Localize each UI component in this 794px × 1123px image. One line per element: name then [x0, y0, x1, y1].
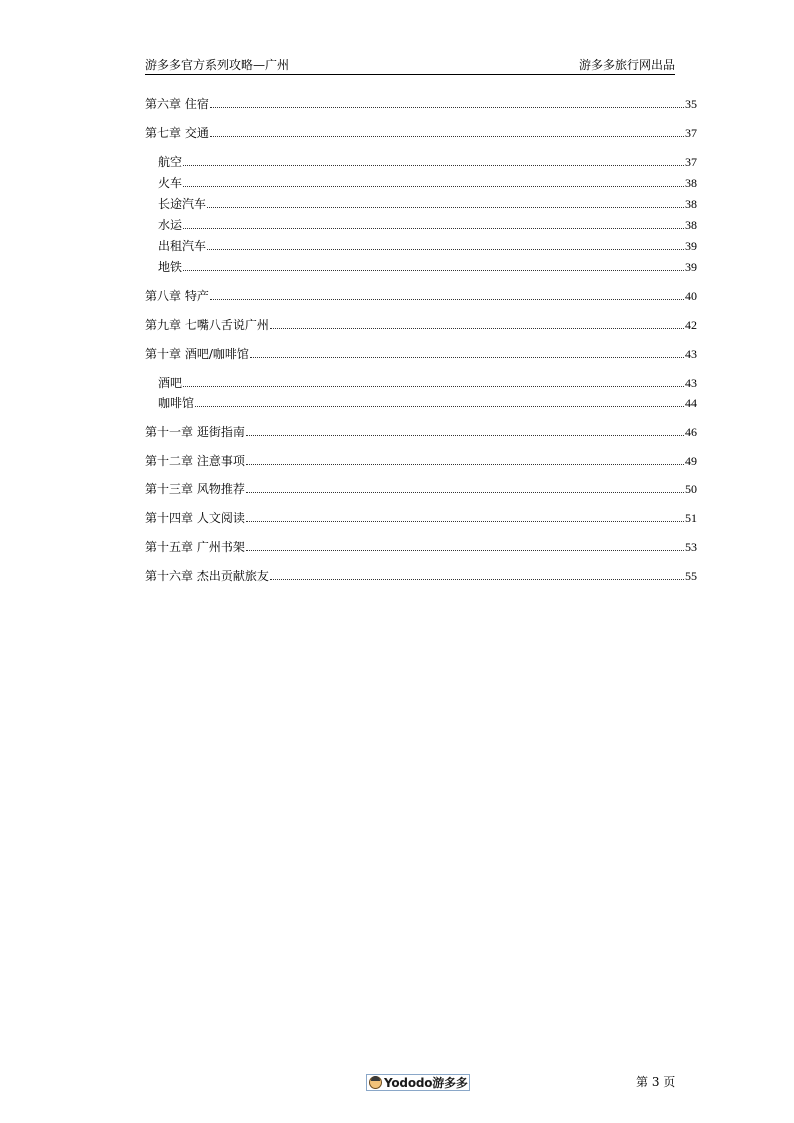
toc-subsection-entry[interactable]: [145, 259, 697, 275]
toc-entry-title: 水运: [158, 218, 183, 232]
yododo-logo: [366, 1074, 470, 1091]
toc-entry-page: 38: [685, 197, 697, 211]
toc-subsection-entry[interactable]: [145, 238, 697, 254]
toc-entry-title: 第八章 特产: [145, 289, 209, 303]
toc-chapter-entry[interactable]: [145, 481, 697, 497]
toc-leader-dots: [207, 196, 684, 208]
toc-leader-dots: [270, 317, 684, 329]
toc-leader-dots: [246, 539, 684, 551]
toc-chapter-entry[interactable]: [145, 96, 697, 112]
toc-subsection-entry[interactable]: [145, 375, 697, 391]
toc-leader-dots: [246, 510, 684, 522]
toc-entry-title: 第十四章 人文阅读: [145, 511, 245, 525]
toc-entry-title: 第十五章 广州书架: [145, 540, 245, 554]
toc-entry-page: 39: [685, 260, 697, 274]
toc-entry-title: 咖啡馆: [158, 396, 195, 410]
toc-leader-dots: [210, 288, 684, 300]
toc-chapter-entry[interactable]: [145, 317, 697, 333]
toc-entry-page: 55: [685, 569, 697, 583]
toc-subsection-entry[interactable]: [145, 196, 697, 212]
page-number: 第 3 页: [636, 1075, 676, 1089]
toc-leader-dots: [195, 395, 684, 407]
toc-entry-page: 42: [685, 318, 697, 332]
toc-entry-page: 35: [685, 97, 697, 111]
toc-chapter-entry[interactable]: [145, 510, 697, 526]
toc-entry-page: 46: [685, 425, 697, 439]
toc-chapter-entry[interactable]: [145, 424, 697, 440]
toc-leader-dots: [183, 217, 684, 229]
toc-leader-dots: [183, 375, 684, 387]
toc-entry-page: 49: [685, 454, 697, 468]
toc-leader-dots: [183, 154, 684, 166]
toc-entry-page: 43: [685, 376, 697, 390]
toc-entry-page: 44: [685, 396, 697, 410]
yododo-mascot-icon: [369, 1076, 382, 1089]
toc-leader-dots: [246, 453, 684, 465]
header-publisher: 游多多旅行网出品: [578, 58, 675, 72]
toc-entry-page: 50: [685, 482, 697, 496]
toc-leader-dots: [270, 568, 684, 580]
page-header: [145, 56, 675, 75]
toc-entry-page: 39: [685, 239, 697, 253]
toc-entry-title: 出租汽车: [158, 239, 207, 253]
toc-entry-title: 第十三章 风物推荐: [145, 482, 245, 496]
toc-subsection-entry[interactable]: [145, 154, 697, 170]
toc-subsection-entry[interactable]: [145, 217, 697, 233]
toc-leader-dots: [183, 259, 684, 271]
toc-leader-dots: [250, 346, 684, 358]
toc-entry-title: 第七章 交通: [145, 126, 209, 140]
logo-text: Yododo游多多: [384, 1076, 468, 1090]
toc-leader-dots: [210, 96, 684, 108]
toc-entry-title: 第十二章 注意事项: [145, 454, 245, 468]
toc-entry-title: 酒吧: [158, 376, 183, 390]
toc-subsection-entry[interactable]: [145, 395, 697, 411]
toc-chapter-entry[interactable]: [145, 568, 697, 584]
toc-leader-dots: [207, 238, 684, 250]
toc-entry-title: 第十章 酒吧/咖啡馆: [145, 347, 249, 361]
toc-entry-page: 37: [685, 126, 697, 140]
toc-entry-title: 第九章 七嘴八舌说广州: [145, 318, 269, 332]
toc-chapter-entry[interactable]: [145, 539, 697, 555]
toc-chapter-entry[interactable]: [145, 288, 697, 304]
toc-entry-page: 37: [685, 155, 697, 169]
toc-leader-dots: [183, 175, 684, 187]
toc-entry-title: 第十六章 杰出贡献旅友: [145, 569, 269, 583]
toc-entry-title: 长途汽车: [158, 197, 207, 211]
toc-leader-dots: [246, 481, 684, 493]
toc-subsection-entry[interactable]: [145, 175, 697, 191]
toc-entry-page: 51: [685, 511, 697, 525]
toc-entry-page: 53: [685, 540, 697, 554]
toc-entry-page: 38: [685, 176, 697, 190]
toc-entry-title: 第六章 住宿: [145, 97, 209, 111]
toc-chapter-entry[interactable]: [145, 453, 697, 469]
toc-entry-title: 火车: [158, 176, 183, 190]
toc-entry-title: 地铁: [158, 260, 183, 274]
toc-leader-dots: [246, 424, 684, 436]
toc-chapter-entry[interactable]: [145, 346, 697, 362]
toc-entry-title: 第十一章 逛街指南: [145, 425, 245, 439]
toc-entry-title: 航空: [158, 155, 183, 169]
toc-entry-page: 43: [685, 347, 697, 361]
toc-entry-page: 38: [685, 218, 697, 232]
header-guide-title: 游多多官方系列攻略—广州: [145, 58, 290, 72]
toc-entry-page: 40: [685, 289, 697, 303]
toc-leader-dots: [210, 125, 684, 137]
toc-chapter-entry[interactable]: [145, 125, 697, 141]
